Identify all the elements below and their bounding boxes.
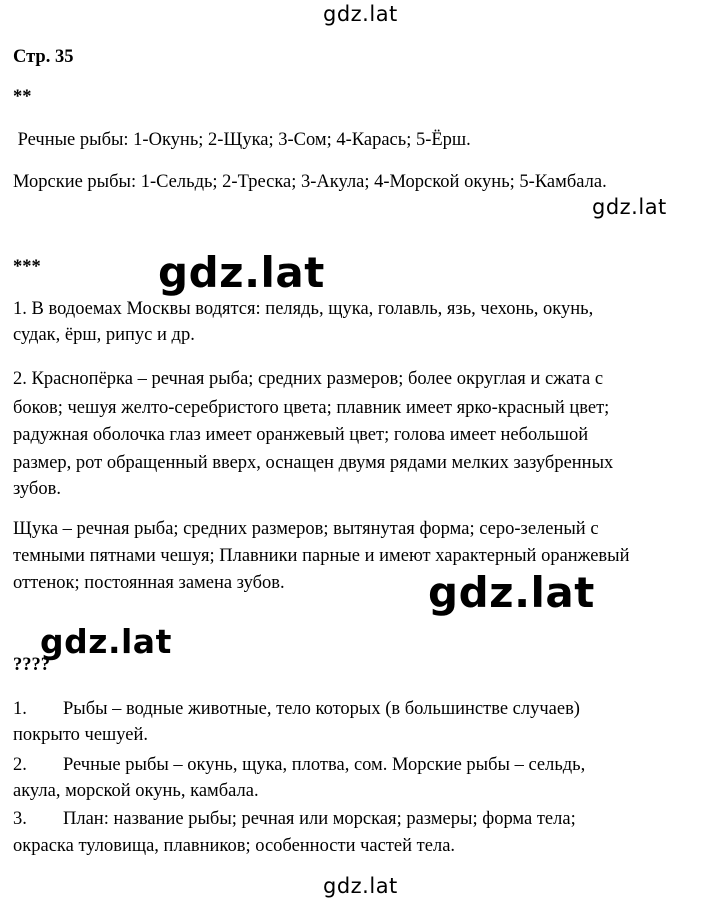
list-item — [13, 752, 585, 778]
list-item-number: 1. — [13, 699, 27, 719]
watermark-large-2: gdz.lat — [428, 568, 595, 617]
paragraph-line: судак, ёрш, рипус и др. — [13, 325, 195, 345]
watermark-bottom: gdz.lat — [323, 874, 398, 898]
section-1-marker: ** — [13, 87, 32, 107]
list-item-text: План: название рыбы; речная или морская; размеры; форма тела; — [63, 809, 576, 829]
paragraph-line: радужная оболочка глаз имеет оранжевый цвет; голова имеет небольшой — [13, 425, 589, 445]
list-item-text: Рыбы – водные животные, тело которых (в большинстве случаев) — [63, 699, 580, 719]
paragraph-line: Щука – речная рыба; средних размеров; вытянутая форма; серо-зеленый с — [13, 519, 599, 539]
list-item-continuation: акула, морской окунь, камбала. — [13, 781, 259, 801]
paragraph-line: 1. В водоемах Москвы водятся: пелядь, щука, голавль, язь, чехонь, окунь, — [13, 299, 594, 319]
list-item-number: 2. — [13, 755, 27, 775]
sea-fish-line: Морские рыбы: 1-Сельдь; 2-Треска; 3-Акула; 4-Морской окунь; 5-Камбала. — [13, 172, 607, 192]
section-3-marker: ???? — [13, 655, 50, 675]
list-item-text: Речные рыбы – окунь, щука, плотва, сом. Морские рыбы – сельдь, — [63, 755, 586, 775]
list-item-number: 3. — [13, 809, 27, 829]
list-item-continuation: покрыто чешуей. — [13, 725, 149, 745]
river-fish-line: Речные рыбы: 1-Окунь; 2-Щука; 3-Сом; 4-Карась; 5-Ёрш. — [13, 130, 471, 150]
section-2-marker: *** — [13, 257, 41, 277]
paragraph-line: боков; чешуя желто-серебристого цвета; плавник имеет ярко-красный цвет; — [13, 398, 610, 418]
paragraph-line: темными пятнами чешуя; Плавники парные и имеют характерный оранжевый — [13, 546, 630, 566]
paragraph-line: оттенок; постоянная замена зубов. — [13, 573, 285, 593]
page-heading: Стр. 35 — [13, 47, 74, 67]
list-item-continuation: окраска туловища, плавников; особенности частей тела. — [13, 836, 456, 856]
watermark-top: gdz.lat — [323, 2, 398, 26]
paragraph-line: 2. Краснопёрка – речная рыба; средних размеров; более округлая и сжата с — [13, 369, 604, 389]
list-item — [13, 696, 580, 722]
watermark-right-small: gdz.lat — [592, 195, 667, 219]
watermark-large-1: gdz.lat — [158, 248, 325, 297]
paragraph-line: размер, рот обращенный вверх, оснащен двумя рядами мелких зазубренных — [13, 453, 614, 473]
watermark-large-3: gdz.lat — [40, 622, 172, 661]
list-item — [13, 806, 576, 832]
paragraph-line: зубов. — [13, 479, 61, 499]
